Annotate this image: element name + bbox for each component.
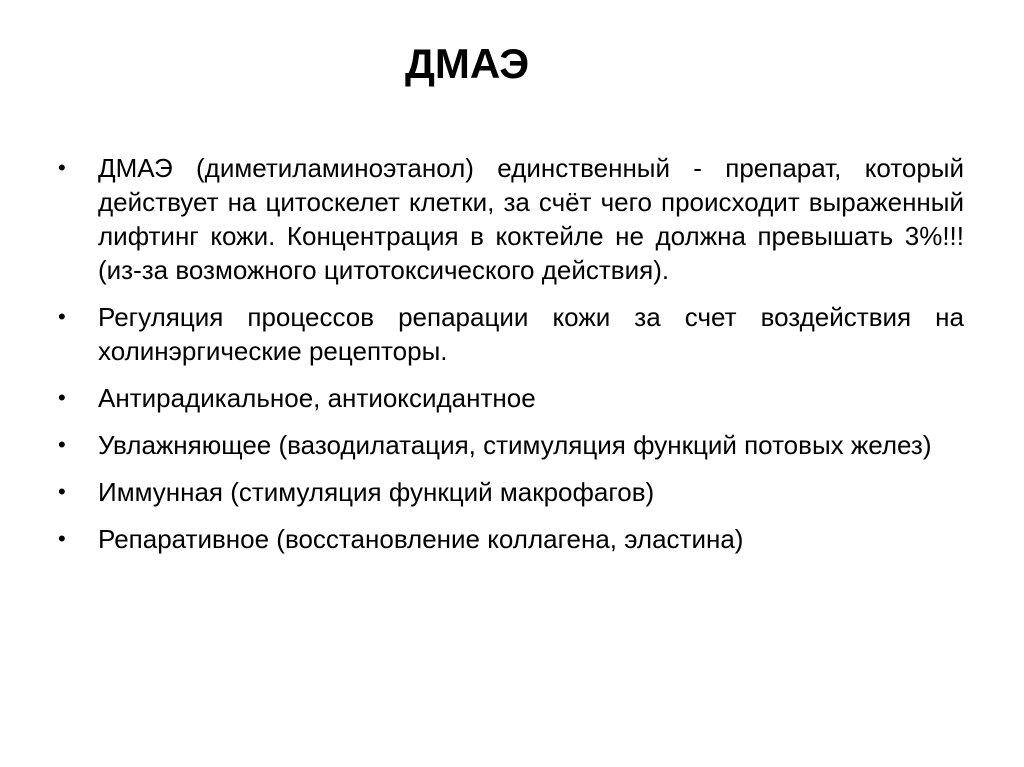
bullet-text: ДМАЭ (диметиламиноэтанол) единственный - препарат, который действует на цитоскелет клетки, за счёт чего происходит выраженный лифтинг кожи. Концентрация в коктейле не должна превышать 3%!!! (из-за возможного цитотоксического действия). <box>98 153 964 285</box>
list-item <box>58 300 964 368</box>
bullet-icon: • <box>58 432 66 457</box>
bullet-text: Антирадикальное, антиоксидантное <box>98 383 536 413</box>
list-item <box>58 151 964 287</box>
list-item <box>58 381 964 415</box>
bullet-icon: • <box>58 304 66 329</box>
bullet-text: Увлажняющее (вазодилатация, стимуляция функций потовых желез) <box>98 430 932 460</box>
bullet-icon: • <box>58 385 66 410</box>
list-item <box>58 522 964 556</box>
bullet-icon: • <box>58 526 66 551</box>
list-item <box>58 428 964 462</box>
bullet-list <box>58 151 964 569</box>
slide-title: ДМАЭ <box>405 40 530 87</box>
list-item <box>58 475 964 509</box>
bullet-text: Иммунная (стимуляция функций макрофагов) <box>98 477 655 507</box>
bullet-icon: • <box>58 479 66 504</box>
bullet-text: Регуляция процессов репарации кожи за счет воздействия на холинэргические рецепторы. <box>98 302 964 366</box>
bullet-icon: • <box>58 155 66 180</box>
bullet-text: Репаративное (восстановление коллагена, эластина) <box>98 524 744 554</box>
